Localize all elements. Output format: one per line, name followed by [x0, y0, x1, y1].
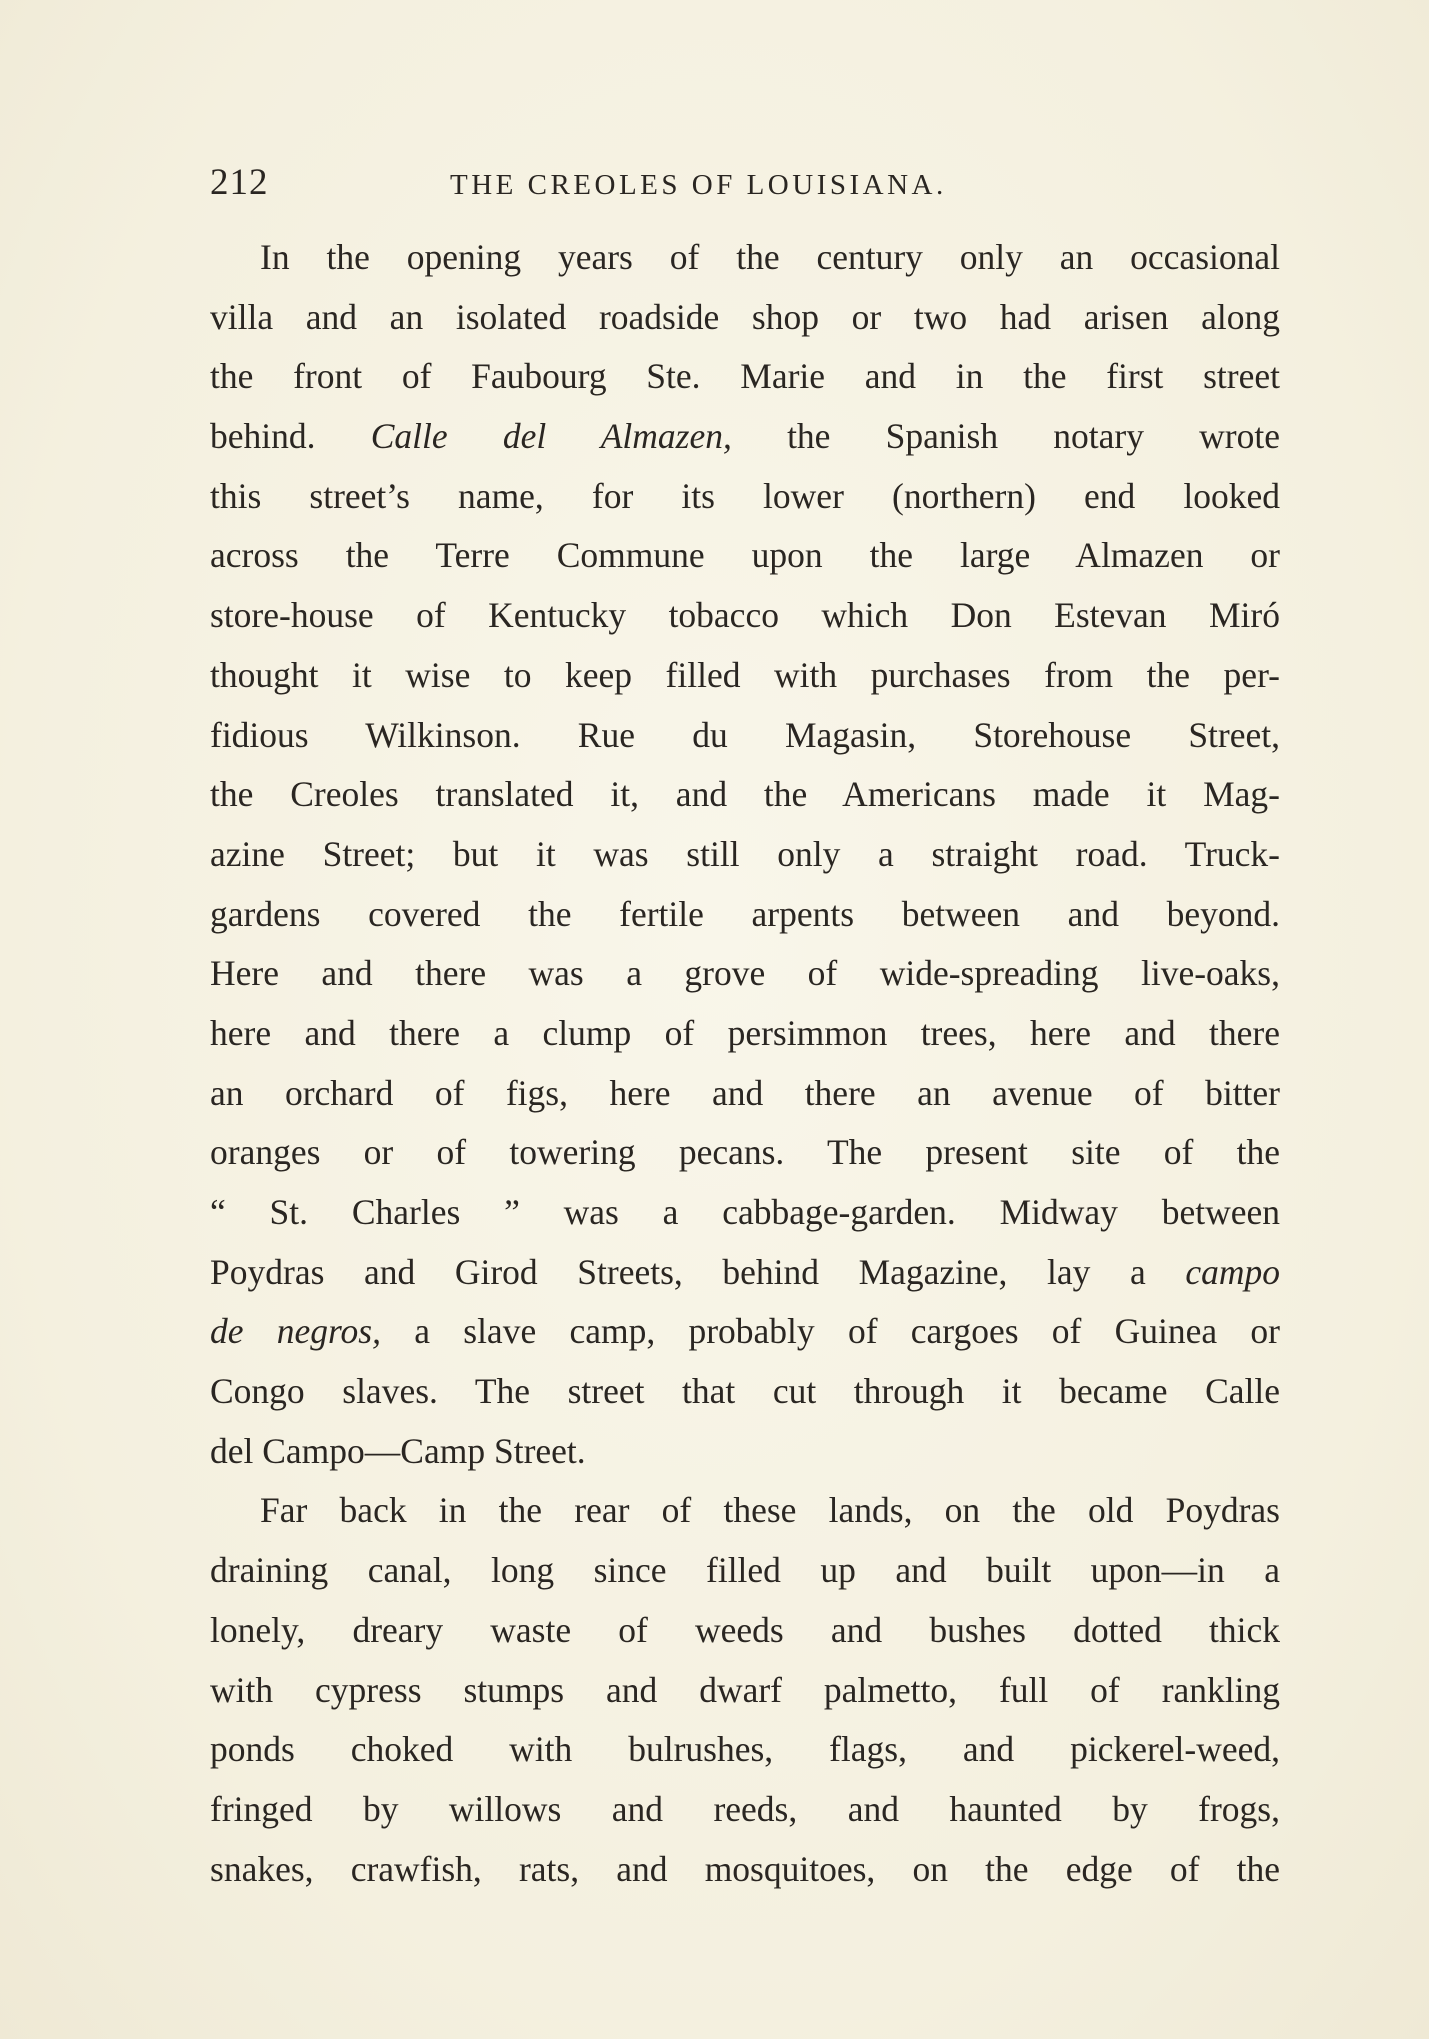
text-line: behind. Calle del Almazen, the Spanish notary wrote	[210, 416, 1280, 457]
text-line: gardens covered the fertile arpents between and beyond.	[210, 893, 1280, 934]
text-line: Far back in the rear of these lands, on the old Poydras	[260, 1490, 1280, 1531]
text-line: an orchard of figs, here and there an avenue of bitter	[210, 1072, 1280, 1113]
italic-phrase: de negros,	[210, 1311, 381, 1352]
text-line: fringed by willows and reeds, and haunted by frogs,	[210, 1788, 1280, 1829]
text-line: de negros, a slave camp, probably of cargoes of Guinea or	[210, 1311, 1280, 1352]
text-line: oranges or of towering pecans. The present site of the	[210, 1132, 1280, 1173]
text-line: azine Street; but it was still only a straight road. Truck-	[210, 833, 1280, 874]
text-line: here and there a clump of persimmon trees, here and there	[210, 1012, 1280, 1053]
text-line: across the Terre Commune upon the large Almazen or	[210, 535, 1280, 576]
running-title: THE CREOLES OF LOUISIANA.	[450, 169, 947, 201]
text-line: the Creoles translated it, and the Americans made it Mag-	[210, 774, 1280, 815]
text-line: del Campo—Camp Street.	[210, 1430, 586, 1471]
text-line: the front of Faubourg Ste. Marie and in the first street	[210, 356, 1280, 397]
text-line: Poydras and Girod Streets, behind Magazine, lay a campo	[210, 1251, 1280, 1292]
text-line: ponds choked with bulrushes, flags, and pickerel-weed,	[210, 1729, 1280, 1770]
body-text	[210, 228, 1280, 1899]
text-line: Congo slaves. The street that cut through it became Calle	[210, 1371, 1280, 1412]
text-line: Here and there was a grove of wide-spreading live-oaks,	[210, 953, 1280, 994]
text-line: fidious Wilkinson. Rue du Magasin, Storehouse Street,	[210, 714, 1280, 755]
text-line: store-house of Kentucky tobacco which Don Estevan Miró	[210, 595, 1280, 636]
text-line: draining canal, long since filled up and built upon—in a	[210, 1550, 1280, 1591]
text-line: with cypress stumps and dwarf palmetto, full of rankling	[210, 1669, 1280, 1710]
italic-phrase: Calle del Almazen,	[370, 416, 732, 457]
text-line: thought it wise to keep filled with purchases from the per-	[210, 654, 1280, 695]
text-line: “ St. Charles ” was a cabbage-garden. Midway between	[210, 1192, 1280, 1232]
text-line: villa and an isolated roadside shop or two had arisen along	[210, 296, 1280, 337]
text-line: In the opening years of the century only an occasional	[260, 237, 1280, 277]
italic-phrase: campo	[1185, 1251, 1280, 1292]
text-line: lonely, dreary waste of weeds and bushes dotted thick	[210, 1609, 1280, 1650]
text-line: this street’s name, for its lower (northern) end looked	[210, 475, 1280, 516]
text-line: snakes, crawfish, rats, and mosquitoes, on the edge of the	[210, 1848, 1280, 1889]
running-head	[210, 158, 1280, 208]
page-number: 212	[210, 162, 269, 203]
